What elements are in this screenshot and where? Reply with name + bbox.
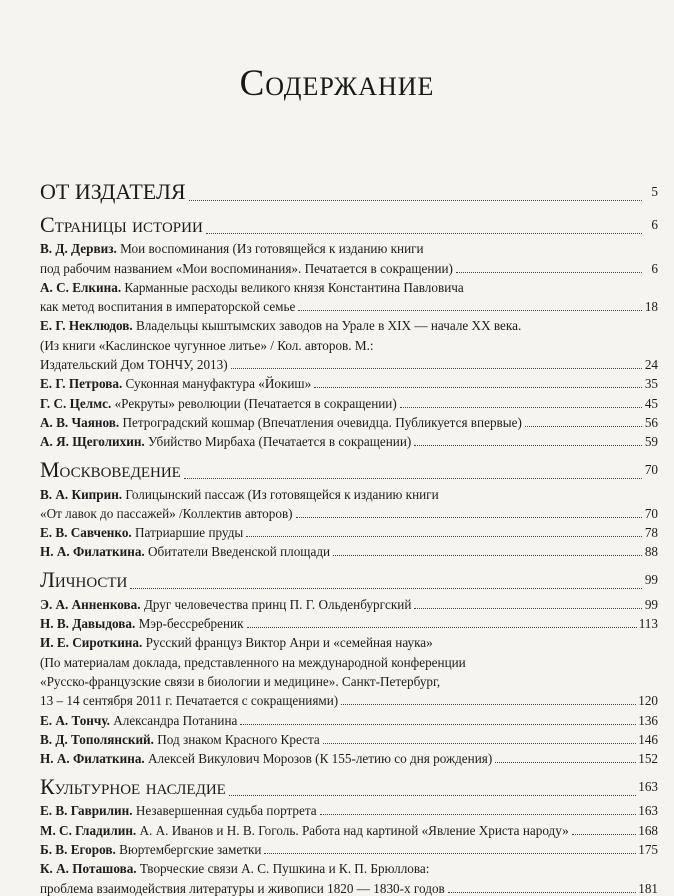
toc-entry-text bbox=[40, 318, 521, 333]
toc-entry-line bbox=[40, 333, 658, 352]
toc-entry-line bbox=[40, 818, 658, 837]
dot-leader bbox=[206, 233, 642, 234]
toc-entry-line bbox=[40, 650, 658, 669]
page-number: 163 bbox=[638, 779, 658, 795]
toc-title: Незавершенная судьба портрета bbox=[135, 803, 317, 819]
page-number: 35 bbox=[644, 376, 658, 392]
toc-entry-text bbox=[40, 415, 522, 430]
toc-entry-text bbox=[40, 396, 397, 411]
dot-leader bbox=[320, 814, 637, 815]
page-number: 56 bbox=[644, 414, 658, 430]
toc-section-heading bbox=[40, 210, 658, 237]
toc-entry-line bbox=[40, 521, 658, 540]
page-number: 70 bbox=[644, 462, 658, 478]
dot-leader bbox=[296, 517, 642, 518]
toc-title: Суконная мануфактура «Йокиш» bbox=[125, 376, 312, 392]
toc-entry-text: ОТ ИЗДАТЕЛЯ bbox=[40, 179, 186, 204]
toc-entry-text bbox=[40, 376, 311, 391]
toc-author: Б. В. Егоров. bbox=[40, 842, 116, 858]
dot-leader bbox=[414, 608, 642, 609]
toc-title: Под знаком Красного Креста bbox=[157, 731, 320, 747]
page-number: 5 bbox=[651, 184, 658, 199]
toc-title: Петроградский кошмар (Впечатления очевидца. Публикуется впервые) bbox=[122, 414, 522, 430]
toc-title: Друг человечества принц П. Г. Ольденбургский bbox=[143, 596, 412, 612]
toc-author: А. Я. Щеголихин. bbox=[40, 434, 145, 450]
toc-author: Е. А. Тончу. bbox=[40, 712, 110, 728]
page-number: 18 bbox=[644, 299, 658, 315]
toc-title: «Рекруты» революции (Печатается в сокращении) bbox=[114, 395, 397, 411]
toc-author: Е. Г. Неклюдов. bbox=[40, 318, 133, 334]
dot-leader bbox=[246, 536, 642, 537]
toc-entry-line bbox=[40, 747, 658, 766]
toc-author: Э. А. Анненкова. bbox=[40, 596, 141, 612]
dot-leader bbox=[572, 834, 636, 835]
toc-entry-text bbox=[40, 881, 445, 896]
toc-title: проблема взаимодействия литературы и живописи 1820 — 1830-х годов bbox=[40, 880, 445, 896]
toc-author: В. Д. Тополянский. bbox=[40, 731, 154, 747]
dot-leader bbox=[314, 387, 642, 388]
page-number: 6 bbox=[651, 217, 658, 232]
dot-leader bbox=[323, 743, 636, 744]
toc-entry-text bbox=[40, 635, 433, 650]
toc-entry-line bbox=[40, 631, 658, 650]
dot-leader bbox=[495, 762, 636, 763]
toc-entry-line bbox=[40, 708, 658, 727]
toc-entry-text bbox=[40, 655, 466, 670]
toc-entry-text: Личности bbox=[40, 567, 128, 593]
toc-list bbox=[40, 177, 658, 896]
toc-title: Патриаршие пруды bbox=[135, 525, 244, 541]
dot-leader bbox=[189, 200, 642, 201]
toc-entry-text bbox=[40, 506, 293, 521]
dot-leader bbox=[130, 588, 642, 589]
toc-author: А. В. Чаянов. bbox=[40, 414, 120, 430]
page-number: 59 bbox=[644, 434, 658, 450]
toc-section-heading bbox=[40, 177, 658, 204]
toc-title: Вюртембергские заметки bbox=[119, 842, 262, 858]
toc-entry-line bbox=[40, 540, 658, 559]
toc-entry-text bbox=[40, 751, 492, 766]
toc-author: Е. В. Савченко. bbox=[40, 525, 132, 541]
toc-entry-text: Культурное наследие bbox=[40, 774, 226, 800]
toc-author: А. С. Елкина. bbox=[40, 279, 122, 295]
toc-title: Мэр-бессребреник bbox=[138, 616, 244, 632]
toc-author: Г. С. Целмс. bbox=[40, 395, 112, 411]
toc-entry-line bbox=[40, 799, 658, 818]
page-number: 88 bbox=[644, 544, 658, 560]
dot-leader bbox=[264, 853, 636, 854]
page-number: 70 bbox=[644, 505, 658, 521]
toc-title: «Русско-французские связи в биологии и медицине». Санкт-Петербург, bbox=[40, 673, 441, 689]
toc-entry-line bbox=[40, 670, 658, 689]
toc-entry-text bbox=[40, 803, 317, 818]
toc-entry-line bbox=[40, 391, 658, 410]
dot-leader bbox=[400, 407, 642, 408]
toc-entry-line bbox=[40, 237, 658, 256]
page-number: 24 bbox=[644, 357, 658, 373]
toc-title: Алексей Викулович Морозов (К 155-летию со дня рождения) bbox=[148, 751, 493, 767]
page-number: 45 bbox=[644, 395, 658, 411]
toc-entry-text bbox=[40, 861, 429, 876]
toc-title: А. А. Иванов и Н. В. Гоголь. Работа над картиной «Явление Христа народу» bbox=[139, 822, 569, 838]
toc-author: Е. В. Гаврилин. bbox=[40, 803, 133, 819]
toc-entry-line bbox=[40, 372, 658, 391]
toc-entry-line bbox=[40, 612, 658, 631]
page-number: 99 bbox=[644, 572, 658, 588]
page-number: 120 bbox=[638, 693, 658, 709]
page-number: 163 bbox=[638, 803, 658, 819]
toc-entry-line bbox=[40, 502, 658, 521]
toc-title: Карманные расходы великого князя Константина Павловича bbox=[124, 279, 464, 295]
toc-entry-line bbox=[40, 876, 658, 895]
toc-title: «От лавок до пассажей» /Коллектив авторов) bbox=[40, 505, 293, 521]
toc-entry-text bbox=[40, 261, 453, 276]
toc-entry-line bbox=[40, 295, 658, 314]
page-number: 146 bbox=[638, 731, 658, 747]
toc-author: В. Д. Дервиз. bbox=[40, 241, 117, 257]
dot-leader bbox=[333, 555, 642, 556]
dot-leader bbox=[229, 795, 636, 796]
toc-entry-line bbox=[40, 689, 658, 708]
dot-leader bbox=[448, 892, 636, 893]
toc-author: К. А. Поташова. bbox=[40, 861, 137, 877]
toc-entry-line bbox=[40, 314, 658, 333]
toc-title: Обитатели Введенской площади bbox=[148, 544, 331, 560]
toc-section-heading bbox=[40, 772, 658, 799]
toc-entry-text bbox=[40, 732, 320, 747]
toc-title: как метод воспитания в императорской семье bbox=[40, 299, 296, 315]
page-number: 99 bbox=[644, 596, 658, 612]
toc-entry-line bbox=[40, 256, 658, 275]
dot-leader bbox=[298, 310, 642, 311]
toc-entry-line bbox=[40, 482, 658, 501]
dot-leader bbox=[456, 272, 642, 273]
toc-title: Голицынский пассаж (Из готовящейся к изданию книги bbox=[125, 486, 439, 502]
toc-entry-text bbox=[40, 597, 411, 612]
toc-entry-line bbox=[40, 276, 658, 295]
page-number: 168 bbox=[638, 822, 658, 838]
toc-title: Александра Потанина bbox=[113, 712, 238, 728]
toc-entry-line bbox=[40, 857, 658, 876]
toc-title: Убийство Мирбаха (Печатается в сокращении) bbox=[148, 434, 412, 450]
toc-title: под рабочим названием «Мои воспоминания». Печатается в сокращении) bbox=[40, 260, 453, 276]
toc-author: В. А. Киприн. bbox=[40, 486, 123, 502]
toc-author: М. С. Гладилин. bbox=[40, 822, 137, 838]
toc-entry-text bbox=[40, 823, 569, 838]
toc-title: (Из книги «Каслинское чугунное литье» / Кол. авторов. М.: bbox=[40, 337, 374, 353]
dot-leader bbox=[414, 445, 642, 446]
toc-author: Е. Г. Петрова. bbox=[40, 376, 123, 392]
toc-entry-text bbox=[40, 525, 243, 540]
toc-entry-text bbox=[40, 357, 228, 372]
dot-leader bbox=[247, 627, 637, 628]
dot-leader bbox=[341, 704, 636, 705]
toc-entry-text bbox=[40, 616, 244, 631]
toc-title: (По материалам доклада, представленного на международной конференции bbox=[40, 654, 466, 670]
toc-title: Владельцы кыштымских заводов на Урале в XIX — начале XX века. bbox=[135, 318, 522, 334]
toc-entry-line bbox=[40, 728, 658, 747]
toc-entry-text bbox=[40, 674, 440, 689]
toc-entry-text bbox=[40, 434, 411, 449]
dot-leader bbox=[240, 724, 636, 725]
toc-entry-text: Москвоведение bbox=[40, 457, 181, 483]
toc-entry-text bbox=[40, 693, 338, 708]
toc-author: Н. А. Филаткина. bbox=[40, 751, 145, 767]
toc-entry-text bbox=[40, 544, 330, 559]
toc-entry-text bbox=[40, 713, 237, 728]
toc-title: 13 – 14 сентября 2011 г. Печатается с сокращениями) bbox=[40, 693, 339, 709]
dot-leader bbox=[525, 426, 642, 427]
toc-entry-text bbox=[40, 338, 374, 353]
dot-leader bbox=[184, 478, 642, 479]
toc-entry-text bbox=[40, 299, 295, 314]
page-number: 113 bbox=[638, 616, 658, 632]
toc-author: Н. В. Давыдова. bbox=[40, 616, 136, 632]
page-number: 6 bbox=[651, 260, 658, 276]
dot-leader bbox=[231, 368, 642, 369]
toc-entry-text bbox=[40, 487, 439, 502]
toc-entry-text: Страницы истории bbox=[40, 212, 203, 237]
toc-title: Творческие связи А. С. Пушкина и К. П. Брюллова: bbox=[139, 861, 430, 877]
toc-entry-line bbox=[40, 353, 658, 372]
toc-entry-text bbox=[40, 241, 424, 256]
page-number: 152 bbox=[638, 751, 658, 767]
page-number: 136 bbox=[638, 712, 658, 728]
page-number: 181 bbox=[638, 880, 658, 896]
toc-entry-text bbox=[40, 280, 464, 295]
toc-section-heading bbox=[40, 565, 658, 592]
toc-entry-line bbox=[40, 411, 658, 430]
toc-author: И. Е. Сироткина. bbox=[40, 635, 143, 651]
page-number: 175 bbox=[638, 842, 658, 858]
toc-section-heading bbox=[40, 455, 658, 482]
toc-title: Русский француз Виктор Анри и «семейная наука» bbox=[145, 635, 433, 651]
toc-entry-line bbox=[40, 592, 658, 611]
page-title: Содержание bbox=[239, 63, 435, 104]
toc-entry-line bbox=[40, 838, 658, 857]
toc-title: Мои воспоминания (Из готовящейся к изданию книги bbox=[120, 241, 424, 257]
toc-author: Н. А. Филаткина. bbox=[40, 544, 145, 560]
page-number: 78 bbox=[644, 525, 658, 541]
toc-title: Издательский Дом ТОНЧУ, 2013) bbox=[40, 357, 228, 373]
toc-entry-text bbox=[40, 842, 261, 857]
toc-entry-line bbox=[40, 430, 658, 449]
